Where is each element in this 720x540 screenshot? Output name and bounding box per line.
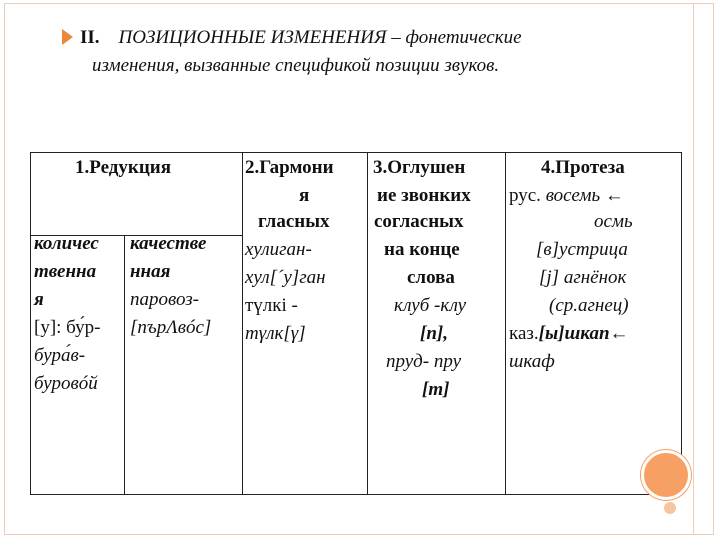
quantitative-line-1: количес bbox=[34, 233, 99, 254]
harmony-example-2: хул[´у]ган bbox=[245, 267, 326, 288]
header-devoicing-line-2: ие звонких bbox=[377, 185, 471, 206]
quantitative-line-2: твенна bbox=[34, 261, 97, 282]
prothesis-example-rus bbox=[509, 183, 624, 209]
quantitative-line-5: бура́в- bbox=[34, 345, 86, 366]
header-reduction: 1.Редукция bbox=[75, 157, 172, 178]
harmony-example-4: тγлк[γ] bbox=[245, 323, 306, 344]
qualitative-line-2: нная bbox=[130, 261, 171, 282]
prothesis-example-ustritsa: [в]устрица bbox=[536, 239, 628, 260]
qualitative-line-3: паровоз- bbox=[130, 289, 199, 310]
heading-line-1 bbox=[80, 24, 522, 52]
devoicing-example-4: [т] bbox=[422, 379, 450, 400]
prothesis-rus-prefix: рус. bbox=[509, 185, 546, 206]
slide-frame-divider bbox=[693, 3, 694, 535]
devoicing-example-1: клуб -клу bbox=[394, 295, 467, 316]
decorative-circle bbox=[641, 450, 691, 500]
heading-rest: – фонетические bbox=[386, 27, 522, 48]
table-divider-col4 bbox=[505, 153, 506, 494]
quantitative-line-3: я bbox=[34, 289, 44, 310]
heading-number: II. bbox=[80, 27, 100, 48]
prothesis-example-osm: осмь bbox=[594, 211, 633, 232]
prothesis-kaz-prefix: каз. bbox=[509, 323, 539, 344]
header-harmony-line-2: я bbox=[299, 185, 310, 206]
prothesis-example-agnets: (ср.агнец) bbox=[549, 295, 629, 316]
header-devoicing-line-5: слова bbox=[407, 267, 455, 288]
header-harmony-line-3: гласных bbox=[258, 211, 330, 232]
heading-title: ПОЗИЦИОННЫЕ ИЗМЕНЕНИЯ bbox=[118, 27, 387, 48]
header-devoicing-line-1: 3.Оглушен bbox=[373, 157, 466, 178]
qualitative-line-1: качестве bbox=[130, 233, 207, 254]
decorative-dot bbox=[664, 502, 676, 514]
changes-table bbox=[30, 152, 682, 495]
table-divider-subcol bbox=[124, 235, 125, 494]
harmony-example-3: түлкі - bbox=[245, 295, 298, 316]
prothesis-kaz-word: [ы]шкап← bbox=[538, 323, 629, 344]
devoicing-example-2: [п], bbox=[420, 323, 448, 344]
prothesis-example-kaz bbox=[509, 321, 629, 347]
header-devoicing-line-3: согласных bbox=[374, 211, 464, 232]
prothesis-example-agnyonok: [j] агнёнок bbox=[539, 267, 627, 288]
table-divider-col3 bbox=[367, 153, 368, 494]
prothesis-rus-word: восемь ← bbox=[545, 185, 624, 206]
table-divider-col2 bbox=[242, 153, 243, 494]
heading-line-2: изменения, вызванные спецификой позиции звуков. bbox=[92, 55, 500, 76]
header-harmony-line-1: 2.Гармони bbox=[245, 157, 334, 178]
bullet-arrow-icon bbox=[62, 29, 73, 45]
prothesis-example-shkaf: шкаф bbox=[509, 351, 555, 372]
quantitative-line-6: буровóй bbox=[34, 373, 98, 394]
quantitative-line-4: [у]: бу́р- bbox=[34, 317, 101, 338]
harmony-example-1: хулиган- bbox=[245, 239, 312, 260]
devoicing-example-3: пруд- пру bbox=[386, 351, 461, 372]
qualitative-line-4: [пърΛвóс] bbox=[130, 317, 212, 338]
header-prothesis: 4.Протеза bbox=[541, 157, 625, 178]
header-devoicing-line-4: на конце bbox=[384, 239, 460, 260]
